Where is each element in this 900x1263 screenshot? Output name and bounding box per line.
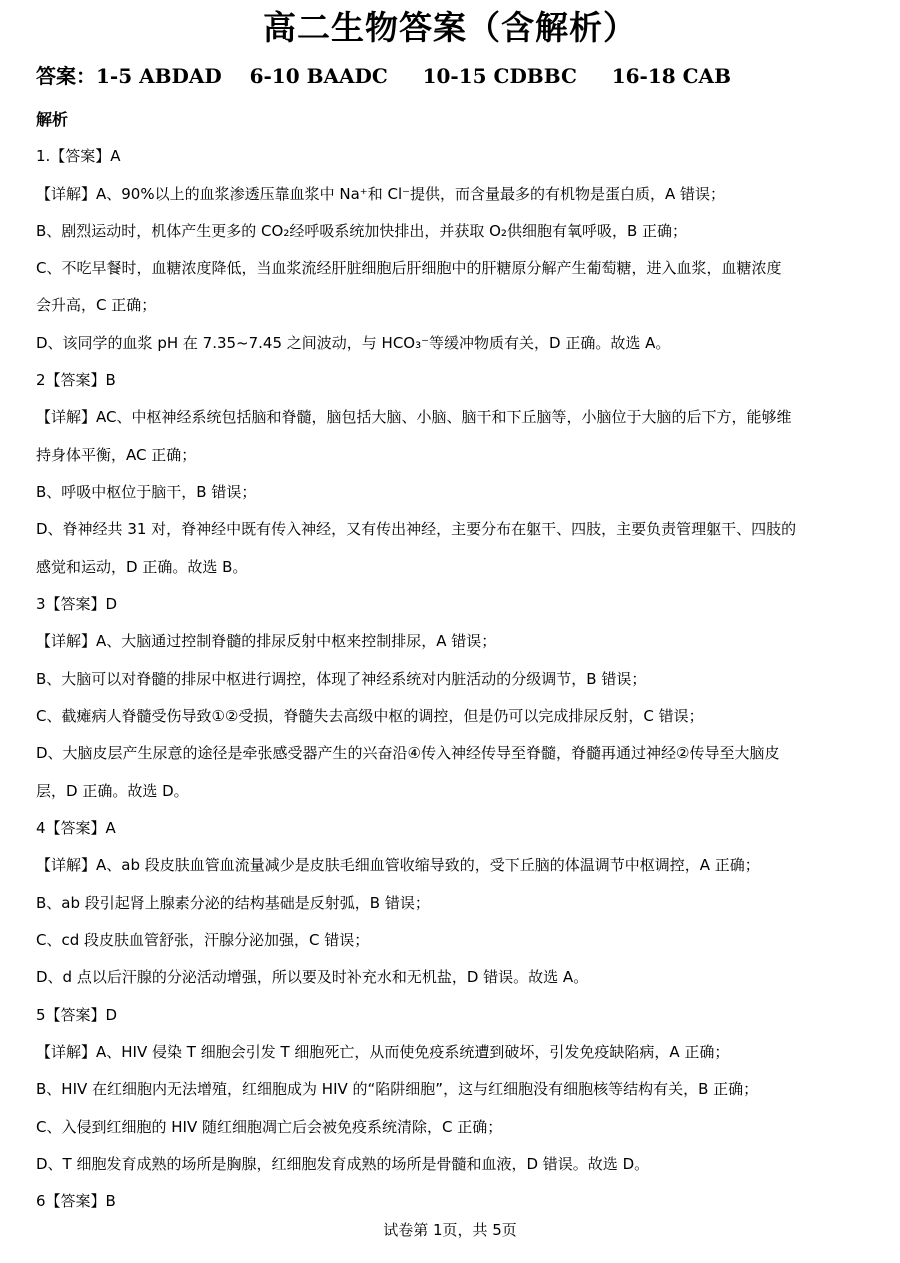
text-line: 【详解】A、ab 段皮肤血管血流量减少是皮肤毛细血管收缩导致的，受下丘脑的体温调节中枢调控，A 正确；	[36, 856, 760, 874]
text-line: 3【答案】D	[36, 595, 118, 613]
text-line: 会升高，C 正确；	[36, 296, 157, 314]
text-line: 4【答案】A	[36, 819, 116, 837]
text-line: C、入侵到红细胞的 HIV 随红细胞凋亡后会被免疫系统清除，C 正确；	[36, 1118, 503, 1136]
text-line: 【详解】A、HIV 侵染 T 细胞会引发 T 细胞死亡，从而使免疫系统遭到破坏，引发免疫缺陷病，A 正确；	[36, 1043, 730, 1061]
text-line: B、ab 段引起肾上腺素分泌的结构基础是反射弧，B 错误；	[36, 894, 430, 912]
answer-key: 答案：1-5 ABDAD 6-10 BAADC 10-15 CDBBC 16-18 CAB	[36, 64, 731, 88]
text-line: D、该同学的血浆 pH 在 7.35~7.45 之间波动，与 HCO₃⁻等缓冲物质有关，D 正确。故选 A。	[36, 334, 671, 352]
text-line: 【详解】A、大脑通过控制脊髓的排尿反射中枢来控制排尿，A 错误；	[36, 632, 497, 650]
text-line: 1.【答案】A	[36, 147, 121, 165]
text-line: 持身体平衡，AC 正确；	[36, 446, 197, 464]
text-line: C、不吃早餐时，血糖浓度降低，当血浆流经肝脏细胞后肝细胞中的肝糖原分解产生葡萄糖，进入血浆，血糖浓度	[36, 259, 782, 277]
text-line: 【详解】AC、中枢神经系统包括脑和脊髓，脑包括大脑、小脑、脑干和下丘脑等，小脑位于大脑的后下方，能够维	[36, 408, 792, 426]
text-line: 层，D 正确。故选 D。	[36, 782, 189, 800]
text-line: 【详解】A、90%以上的血浆渗透压靠血浆中 Na⁺和 Cl⁻提供，而含量最多的有机物是蛋白质，A 错误；	[36, 185, 726, 203]
page-footer: 试卷第 1页，共 5页	[383, 1221, 517, 1239]
text-line: C、截瘫病人脊髓受伤导致①②受损，脊髓失去高级中枢的调控，但是仍可以完成排尿反射，C 错误；	[36, 707, 704, 725]
page-title: 高二生物答案（含解析）	[263, 8, 637, 47]
text-line: B、剧烈运动时，机体产生更多的 CO₂经呼吸系统加快排出，并获取 O₂供细胞有氧呼吸，B 正确；	[36, 222, 688, 240]
text-line: 5【答案】D	[36, 1006, 118, 1024]
text-line: 6【答案】B	[36, 1192, 116, 1210]
section-heading: 解析	[36, 110, 69, 129]
text-line: D、大脑皮层产生尿意的途径是牵张感受器产生的兴奋沿④传入神经传导至脊髓，脊髓再通过神经②传导至大脑皮	[36, 744, 780, 762]
text-line: C、cd 段皮肤血管舒张，汗腺分泌加强，C 错误；	[36, 931, 370, 949]
text-line: 感觉和运动，D 正确。故选 B。	[36, 558, 248, 576]
text-line: D、脊神经共 31 对，脊神经中既有传入神经，又有传出神经，主要分布在躯干、四肢，主要负责管理躯干、四肢的	[36, 520, 797, 538]
text-line: 2【答案】B	[36, 371, 116, 389]
text-line: D、T 细胞发育成熟的场所是胸腺，红细胞发育成熟的场所是骨髓和血液，D 错误。故选 D。	[36, 1155, 650, 1173]
text-line: B、HIV 在红细胞内无法增殖，红细胞成为 HIV 的“陷阱细胞”，这与红细胞没有细胞核等结构有关，B 正确；	[36, 1080, 759, 1098]
text-line: B、呼吸中枢位于脑干，B 错误；	[36, 483, 257, 501]
text-line: B、大脑可以对脊髓的排尿中枢进行调控，体现了神经系统对内脏活动的分级调节，B 错误；	[36, 670, 647, 688]
text-line: D、d 点以后汗腺的分泌活动增强，所以要及时补充水和无机盐，D 错误。故选 A。	[36, 968, 589, 986]
